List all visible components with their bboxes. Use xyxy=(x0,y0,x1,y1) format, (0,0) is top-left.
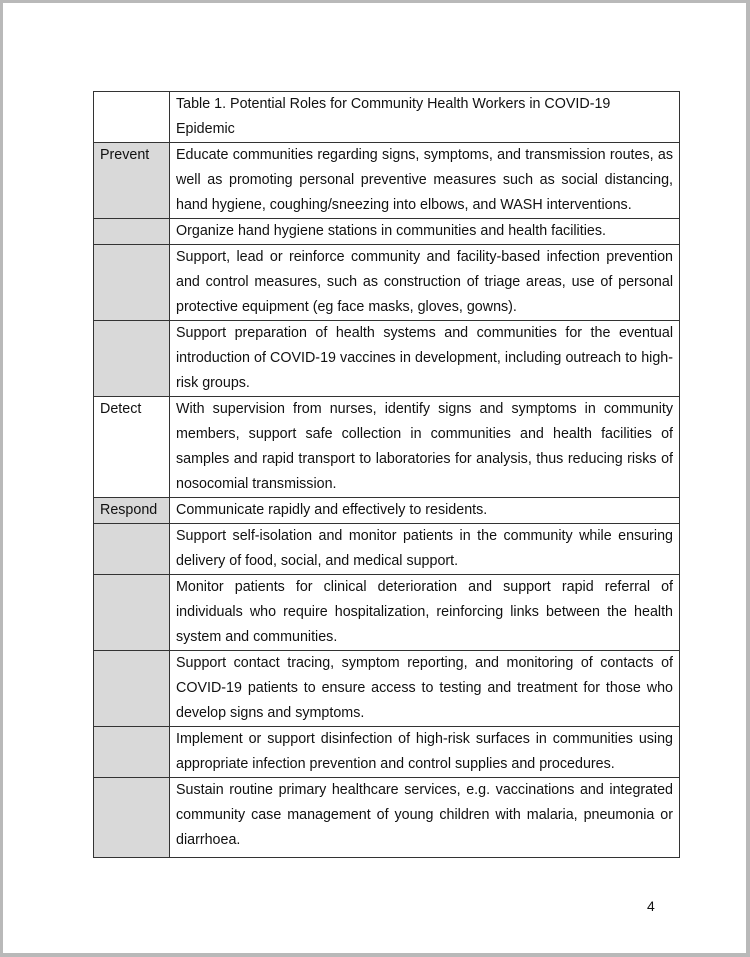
role-description: Educate communities regarding signs, symptoms, and transmission routes, as well as promoting personal preventive measures such as social distancing, hand hygiene, coughing/sneezing into elbows, and WASH interventions. xyxy=(170,143,680,219)
role-description: Support, lead or reinforce community and facility-based infection prevention and control measures, such as construction of triage areas, use of personal protective equipment (eg face masks, gloves, gowns). xyxy=(170,245,680,321)
header-empty-cell xyxy=(94,92,170,143)
table-row xyxy=(94,651,680,727)
category-cell xyxy=(94,524,170,575)
table-row xyxy=(94,397,680,498)
role-description: Support self-isolation and monitor patients in the community while ensuring delivery of food, social, and medical support. xyxy=(170,524,680,575)
category-cell xyxy=(94,778,170,858)
table-caption: Table 1. Potential Roles for Community Health Workers in COVID-19 Epidemic xyxy=(170,92,680,143)
category-cell xyxy=(94,651,170,727)
role-description: Support contact tracing, symptom reporting, and monitoring of contacts of COVID-19 patients to ensure access to testing and treatment for those who develop signs and symptoms. xyxy=(170,651,680,727)
table-header-row xyxy=(94,92,680,143)
category-cell xyxy=(94,575,170,651)
role-description: Organize hand hygiene stations in communities and health facilities. xyxy=(170,219,680,245)
table-row xyxy=(94,321,680,397)
role-description: Support preparation of health systems and communities for the eventual introduction of COVID-19 vaccines in development, including outreach to high-risk groups. xyxy=(170,321,680,397)
role-description: Monitor patients for clinical deterioration and support rapid referral of individuals who require hospitalization, reinforcing links between the health system and communities. xyxy=(170,575,680,651)
role-description: Implement or support disinfection of high-risk surfaces in communities using appropriate infection prevention and control supplies and procedures. xyxy=(170,727,680,778)
category-cell: Detect xyxy=(94,397,170,498)
table-row xyxy=(94,524,680,575)
table-row xyxy=(94,219,680,245)
role-description: With supervision from nurses, identify signs and symptoms in community members, support safe collection in communities and health facilities of samples and rapid transport to laboratories for analysis, thus reducing risks of nosocomial transmission. xyxy=(170,397,680,498)
table-row xyxy=(94,727,680,778)
roles-table xyxy=(93,91,680,858)
role-description: Sustain routine primary healthcare services, e.g. vaccinations and integrated community case management of young children with malaria, pneumonia or diarrhoea. xyxy=(170,778,680,858)
table-row xyxy=(94,498,680,524)
category-cell xyxy=(94,321,170,397)
table-row xyxy=(94,778,680,858)
category-cell xyxy=(94,727,170,778)
category-cell xyxy=(94,219,170,245)
role-description: Communicate rapidly and effectively to residents. xyxy=(170,498,680,524)
table-row xyxy=(94,245,680,321)
table-row xyxy=(94,143,680,219)
category-cell: Respond xyxy=(94,498,170,524)
page-number: 4 xyxy=(647,898,655,914)
table-row xyxy=(94,575,680,651)
category-cell: Prevent xyxy=(94,143,170,219)
document-page xyxy=(3,3,746,953)
category-cell xyxy=(94,245,170,321)
